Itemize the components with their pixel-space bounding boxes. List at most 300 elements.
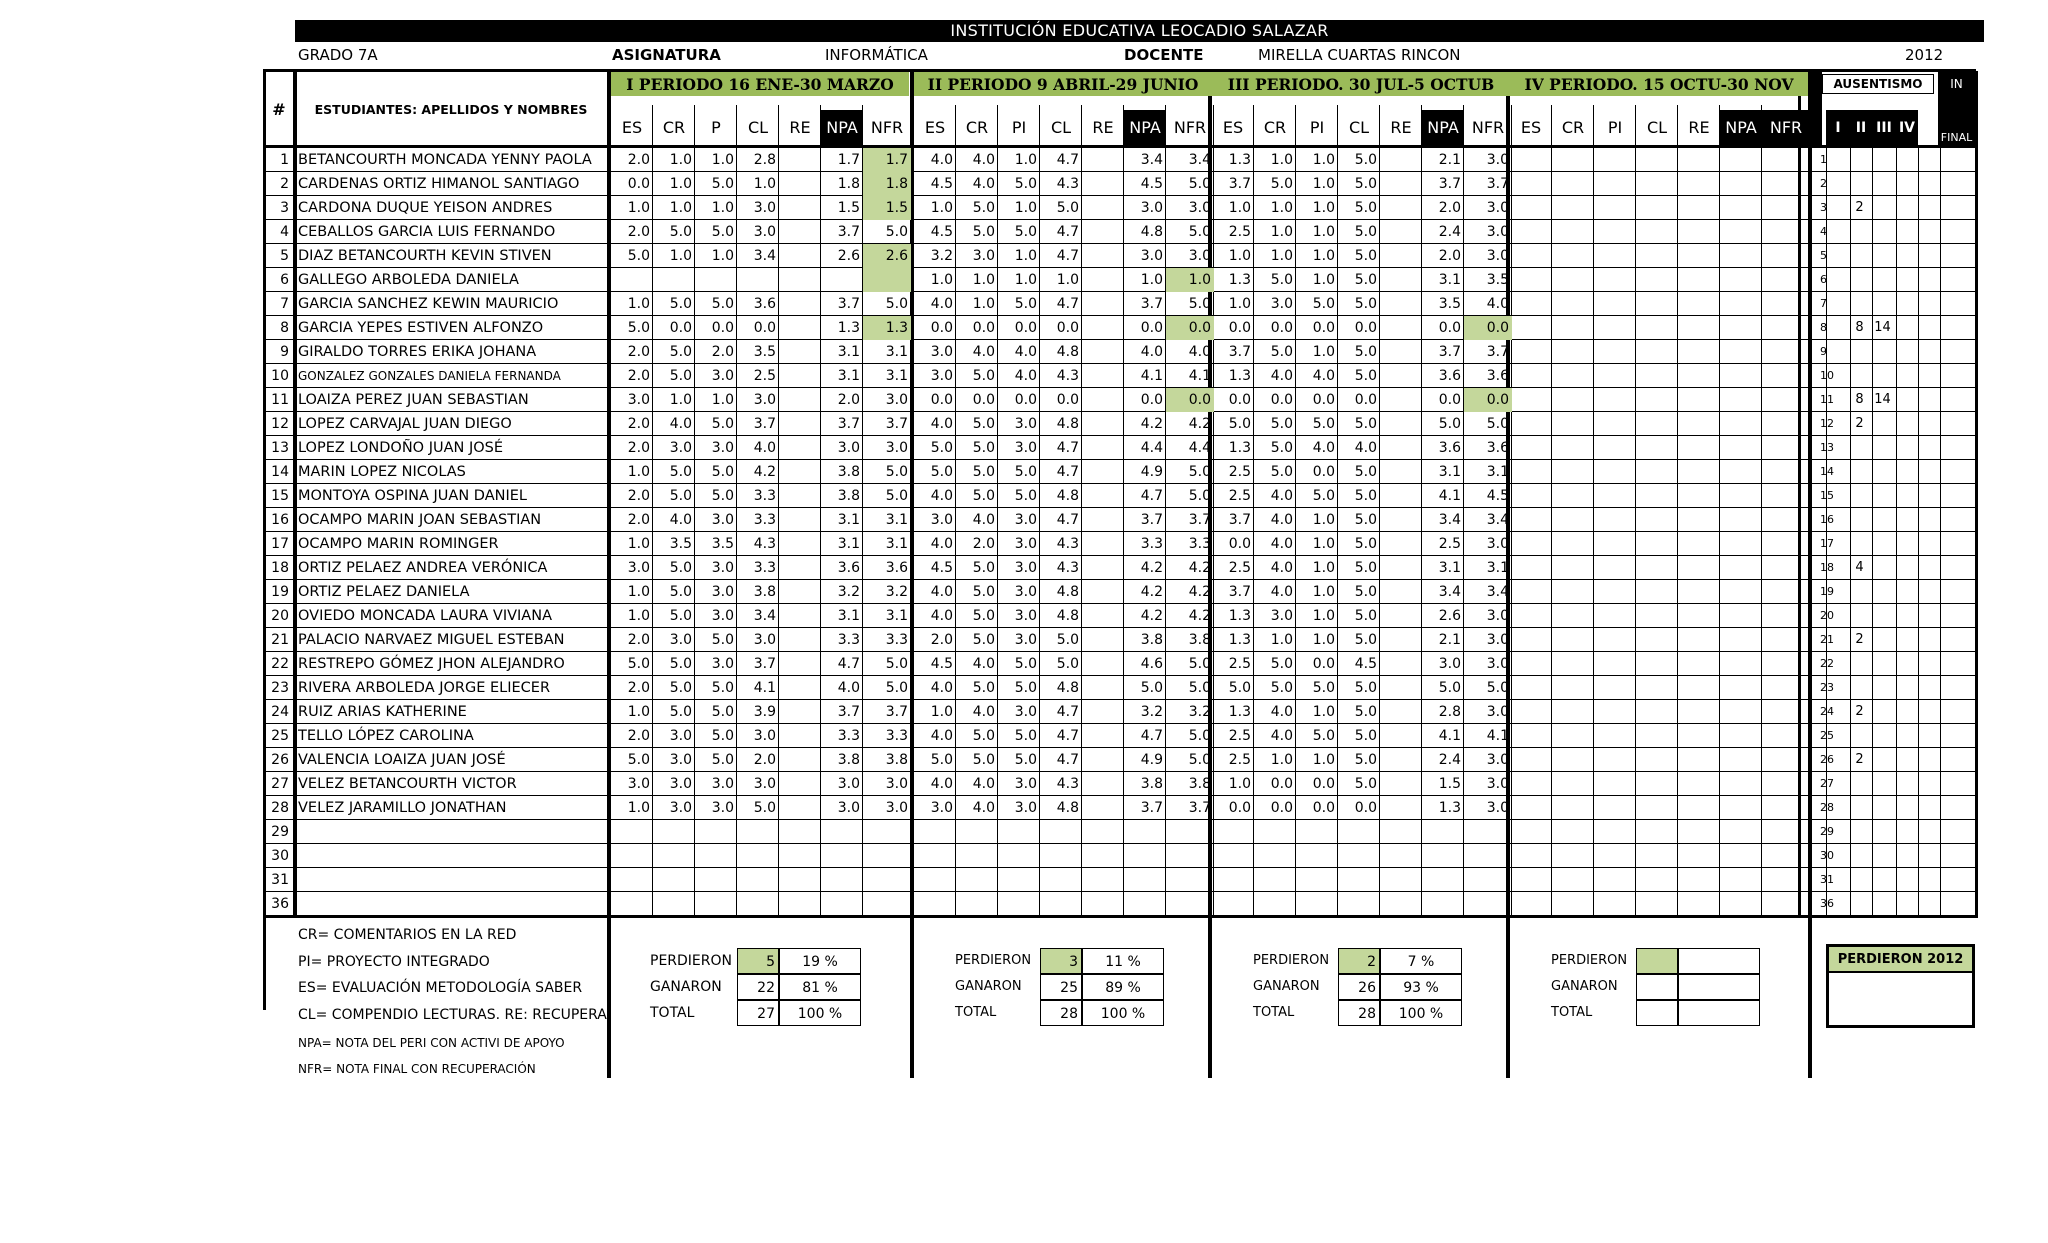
absence-cell (1896, 484, 1918, 508)
absence-cell (1850, 724, 1872, 748)
grade-cell (1082, 316, 1124, 340)
absence-cell (1872, 724, 1896, 748)
grade-cell: 3.7 (837, 224, 860, 240)
grade-cell: 1.3 (1228, 608, 1251, 624)
grade-cell: 1.0 (930, 272, 953, 288)
students-header: ESTUDIANTES: APELLIDOS Y NOMBRES (314, 102, 588, 117)
grade-cell (1380, 196, 1422, 220)
grade-cell: 1.0 (627, 704, 650, 720)
grade-cell (779, 892, 821, 916)
summary-label: GANARON (1253, 979, 1320, 994)
grade-cell: 1.0 (711, 152, 734, 168)
summary-percent (1678, 974, 1760, 1000)
grade-cell: 5.0 (1354, 704, 1377, 720)
summary-percent (1678, 948, 1760, 974)
grade-cell: 1.0 (1014, 248, 1037, 264)
row-number: 14 (271, 464, 289, 480)
grade-cell (1212, 844, 1254, 868)
grade-cell: 5.0 (627, 248, 650, 264)
grade-cell: 5.0 (669, 224, 692, 240)
grid-line (263, 71, 266, 1010)
row-number: 8 (280, 320, 289, 336)
absence-title: AUSENTISMO (1822, 74, 1934, 94)
grade-cell: 3.0 (711, 560, 734, 576)
grade-cell: 4.0 (753, 440, 776, 456)
grade-cell: 1.0 (1312, 560, 1335, 576)
absence-cell (1826, 820, 1850, 844)
grade-cell: 1.0 (1166, 268, 1214, 292)
grade-cell: 3.0 (669, 800, 692, 816)
grade-cell: 5.0 (1228, 680, 1251, 696)
grade-cell: 5.0 (1354, 272, 1377, 288)
absence-cell: 2 (1855, 200, 1864, 215)
grade-cell: 1.0 (1312, 272, 1335, 288)
grade-cell: 4.7 (1056, 704, 1079, 720)
grid-line (1798, 71, 1801, 916)
grade-cell: 5.0 (1270, 272, 1293, 288)
absence-row-number: 1 (1820, 153, 1827, 166)
summary-count: 2 (1338, 948, 1380, 974)
grade-cell: 1.0 (627, 464, 650, 480)
grade-cell: 5.0 (1354, 632, 1377, 648)
grade-cell: 0.0 (1056, 320, 1079, 336)
grade-cell (1082, 532, 1124, 556)
grade-cell: 1.0 (1312, 512, 1335, 528)
grade-cell (1124, 868, 1166, 892)
grade-cell: 5.0 (1270, 680, 1293, 696)
grade-cell: 3.0 (711, 368, 734, 384)
row-number: 22 (271, 656, 289, 672)
student-name: CARDONA DUQUE YEISON ANDRES (298, 200, 553, 216)
grade-cell: 5.0 (711, 296, 734, 312)
grade-cell (737, 892, 779, 916)
grade-cell: 4.4 (1188, 440, 1211, 456)
grade-cell: 0.0 (1312, 800, 1335, 816)
grade-cell: 1.0 (930, 200, 953, 216)
absence-cell (1826, 172, 1850, 196)
grade-cell: 2.0 (627, 344, 650, 360)
grade-cell (779, 604, 821, 628)
absence-cell (1872, 580, 1896, 604)
absence-cell (1872, 628, 1896, 652)
grade-cell: 1.0 (1312, 176, 1335, 192)
grade-cell (863, 892, 911, 916)
grade-cell: 2.5 (1228, 752, 1251, 768)
grade-cell (1254, 892, 1296, 916)
grade-cell (1338, 844, 1380, 868)
row-number: 25 (271, 728, 289, 744)
grade-cell: 1.0 (1014, 200, 1037, 216)
grade-cell: 4.5 (930, 656, 953, 672)
grade-cell: 1.0 (627, 296, 650, 312)
absence-cell (1872, 892, 1896, 916)
student-name: GARCIA YEPES ESTIVEN ALFONZO (298, 320, 544, 336)
absence-cell (1896, 292, 1918, 316)
grade-cell (1040, 820, 1082, 844)
student-name: VELEZ JARAMILLO JONATHAN (298, 800, 507, 816)
grade-cell: 3.1 (885, 512, 908, 528)
grade-cell: 4.2 (753, 464, 776, 480)
grade-cell: 3.8 (1188, 776, 1211, 792)
grade-cell: 3.9 (753, 704, 776, 720)
absence-row-number: 7 (1820, 297, 1827, 310)
column-header: NFR (1173, 118, 1207, 137)
grade-cell: 0.0 (972, 320, 995, 336)
grade-cell (1212, 868, 1254, 892)
grade-cell: 3.0 (837, 440, 860, 456)
grid-line (293, 71, 297, 916)
column-header: ES (621, 118, 643, 137)
in-label: IN (1938, 71, 1975, 148)
grade-cell (1338, 868, 1380, 892)
grade-cell (1380, 244, 1422, 268)
grade-cell: 5.0 (930, 752, 953, 768)
grade-cell: 0.0 (1014, 392, 1037, 408)
absence-cell (1850, 532, 1872, 556)
summary-label: PERDIERON (650, 953, 732, 969)
absence-cell (1896, 508, 1918, 532)
grade-cell: 2.0 (1438, 200, 1461, 216)
absence-cell (1896, 340, 1918, 364)
grade-cell: 2.1 (1438, 632, 1461, 648)
grade-cell (1380, 868, 1422, 892)
absence-row-number: 22 (1820, 657, 1834, 670)
student-name: MARIN LOPEZ NICOLAS (298, 464, 466, 480)
grade-cell: 3.7 (1438, 344, 1461, 360)
grade-cell: 3.2 (1188, 704, 1211, 720)
grade-cell (779, 508, 821, 532)
grade-cell (695, 892, 737, 916)
grade-cell: 3.2 (930, 248, 953, 264)
absence-row-number: 28 (1820, 801, 1834, 814)
summary-percent (1678, 1000, 1760, 1026)
grade-cell (1380, 412, 1422, 436)
column-header: CL (1646, 118, 1668, 137)
grade-cell: 1.0 (1270, 632, 1293, 648)
grade-cell: 2.0 (627, 368, 650, 384)
grade-cell: 3.1 (837, 608, 860, 624)
column-header: NFR (1471, 118, 1505, 137)
absence-cell: 2 (1855, 416, 1864, 431)
grade-cell: 3.2 (837, 584, 860, 600)
absence-row-number: 8 (1820, 321, 1827, 334)
grade-cell: 1.0 (1140, 272, 1163, 288)
grade-cell: 3.0 (669, 632, 692, 648)
grade-cell: 4.0 (972, 656, 995, 672)
grade-cell (914, 844, 956, 868)
grade-cell: 3.0 (1486, 800, 1509, 816)
grade-cell: 4.0 (972, 176, 995, 192)
absence-row-number: 2 (1820, 177, 1827, 190)
grade-cell: 3.6 (753, 296, 776, 312)
grade-cell (1082, 604, 1124, 628)
grade-cell: 4.8 (1056, 680, 1079, 696)
grade-cell: 3.2 (1140, 704, 1163, 720)
grade-cell (737, 268, 779, 292)
absence-row-number: 26 (1820, 753, 1834, 766)
grade-cell: 1.0 (1312, 584, 1335, 600)
grade-cell: 3.0 (669, 728, 692, 744)
row-number: 26 (271, 752, 289, 768)
grade-cell: 3.5 (1438, 296, 1461, 312)
row-number: 12 (271, 416, 289, 432)
absence-row-number: 19 (1820, 585, 1834, 598)
grade-cell: 3.7 (753, 656, 776, 672)
grade-cell (1380, 340, 1422, 364)
absence-row-number: 13 (1820, 441, 1834, 454)
grade-cell (821, 868, 863, 892)
grade-cell (779, 244, 821, 268)
row-number: 3 (280, 200, 289, 216)
grade-cell: 3.6 (1438, 440, 1461, 456)
student-name: RIVERA ARBOLEDA JORGE ELIECER (298, 680, 551, 696)
summary-label: GANARON (650, 979, 722, 995)
grade-cell: 1.0 (627, 584, 650, 600)
grade-cell (1040, 868, 1082, 892)
grade-cell: 4.7 (1140, 728, 1163, 744)
grade-cell: 3.0 (753, 200, 776, 216)
grade-cell (695, 868, 737, 892)
grade-cell: 2.6 (1438, 608, 1461, 624)
absence-cell (1896, 868, 1918, 892)
grade-cell: 3.0 (711, 656, 734, 672)
grade-cell: 5.0 (1354, 344, 1377, 360)
grade-cell: 3.0 (1486, 536, 1509, 552)
absence-cell (1872, 196, 1896, 220)
student-name: RESTREPO GÓMEZ JHON ALEJANDRO (298, 656, 565, 672)
period-title: II PERIODO 9 ABRIL-29 JUNIO (914, 72, 1212, 96)
absence-row-number: 11 (1820, 393, 1834, 406)
grade-cell: 5.0 (1014, 464, 1037, 480)
grade-cell: 1.0 (669, 152, 692, 168)
grade-cell: 0.0 (1228, 536, 1251, 552)
grade-cell: 3.8 (1140, 632, 1163, 648)
grade-cell: 4.3 (1056, 536, 1079, 552)
grade-cell: 3.5 (1486, 272, 1509, 288)
column-header: ES (1222, 118, 1244, 137)
grade-cell: 3.0 (753, 632, 776, 648)
grade-cell: 3.0 (1014, 632, 1037, 648)
grade-cell: 5.0 (627, 320, 650, 336)
row-number: 29 (271, 824, 289, 840)
grade-cell: 3.0 (1014, 536, 1037, 552)
absence-cell (1850, 508, 1872, 532)
absence-cell (1850, 148, 1872, 172)
grade-cell: 0.0 (1228, 392, 1251, 408)
absence-cell (1872, 508, 1896, 532)
grade-cell: 5.0 (1354, 536, 1377, 552)
absence-cell (1872, 700, 1896, 724)
grade-cell: 1.0 (627, 536, 650, 552)
column-header: P (711, 118, 721, 137)
grade-cell: 5.0 (972, 416, 995, 432)
row-number: 27 (271, 776, 289, 792)
summary-count: 5 (737, 948, 779, 974)
grade-cell: 3.1 (1438, 272, 1461, 288)
grade-cell: 5.0 (972, 728, 995, 744)
student-name: LOAIZA PEREZ JUAN SEBASTIAN (298, 392, 529, 408)
summary-count (1636, 948, 1678, 974)
summary-label: TOTAL (650, 1005, 695, 1021)
grade-cell: 3.3 (885, 632, 908, 648)
absence-cell (1896, 148, 1918, 172)
grade-cell (1082, 508, 1124, 532)
grade-cell: 5.0 (1354, 680, 1377, 696)
grade-cell (779, 172, 821, 196)
grade-cell: 3.8 (837, 464, 860, 480)
grade-cell (779, 316, 821, 340)
legend-item: PI= PROYECTO INTEGRADO (298, 954, 490, 970)
absence-cell (1872, 676, 1896, 700)
grade-cell (1380, 676, 1422, 700)
grade-cell: 1.3 (1228, 632, 1251, 648)
grade-cell: 1.0 (1228, 776, 1251, 792)
grade-cell: 1.0 (711, 200, 734, 216)
grade-cell (914, 868, 956, 892)
grade-cell: 5.0 (1188, 224, 1211, 240)
grade-cell: 3.0 (1014, 584, 1037, 600)
absence-cell: 8 (1855, 392, 1864, 407)
grade-cell (1166, 844, 1214, 868)
grade-cell: 1.0 (627, 608, 650, 624)
grade-cell (956, 844, 998, 868)
grade-cell: 5.0 (1014, 728, 1037, 744)
grade-cell: 3.0 (1014, 800, 1037, 816)
absence-cell (1872, 268, 1896, 292)
grade-cell: 4.4 (1140, 440, 1163, 456)
grade-cell: 0.0 (1166, 316, 1214, 340)
row-number: 21 (271, 632, 289, 648)
grade-cell (1338, 892, 1380, 916)
summary-percent: 100 % (1082, 1000, 1164, 1026)
absence-cell (1826, 268, 1850, 292)
absence-cell (1872, 244, 1896, 268)
grade-cell: 3.0 (1270, 608, 1293, 624)
grade-cell (863, 820, 911, 844)
grade-cell (1082, 820, 1124, 844)
absence-cell (1896, 820, 1918, 844)
grade-cell: 5.0 (1014, 488, 1037, 504)
absence-cell (1826, 772, 1850, 796)
grade-cell: 0.0 (1354, 800, 1377, 816)
grade-cell (821, 892, 863, 916)
student-name: CEBALLOS GARCIA LUIS FERNANDO (298, 224, 556, 240)
grade-cell (737, 868, 779, 892)
grade-cell: 4.0 (1270, 368, 1293, 384)
grade-cell: 4.0 (972, 800, 995, 816)
absence-cell (1850, 652, 1872, 676)
grade-cell: 4.0 (1270, 560, 1293, 576)
grade-cell (1166, 892, 1214, 916)
summary-percent: 89 % (1082, 974, 1164, 1000)
grade-cell: 3.3 (1188, 536, 1211, 552)
row-number: 19 (271, 584, 289, 600)
grade-cell: 3.6 (837, 560, 860, 576)
row-number: 23 (271, 680, 289, 696)
grade-cell: 0.0 (1354, 320, 1377, 336)
grade-cell: 5.0 (1228, 416, 1251, 432)
row-number: 36 (271, 896, 289, 912)
grade-cell: 3.4 (1486, 512, 1509, 528)
grade-cell: 4.0 (930, 680, 953, 696)
grade-cell: 3.0 (711, 776, 734, 792)
grid-line (1918, 148, 1919, 916)
absence-cell (1896, 892, 1918, 916)
grade-cell: 5.0 (1312, 680, 1335, 696)
grade-cell: 0.0 (972, 392, 995, 408)
column-header: RE (789, 118, 811, 137)
grade-cell: 5.0 (1354, 728, 1377, 744)
absence-cell (1850, 772, 1872, 796)
grade-cell: 5.0 (711, 632, 734, 648)
grade-cell: 5.0 (1014, 296, 1037, 312)
grade-cell (1082, 388, 1124, 412)
row-number: 6 (280, 272, 289, 288)
grade-cell: 2.0 (627, 488, 650, 504)
grid-line (1975, 71, 1978, 916)
grade-cell: 3.0 (711, 584, 734, 600)
grade-cell: 3.5 (753, 344, 776, 360)
grade-cell (1380, 772, 1422, 796)
grade-cell: 5.0 (669, 680, 692, 696)
summary-percent: 11 % (1082, 948, 1164, 974)
grade-cell: 3.0 (753, 392, 776, 408)
grade-cell: 0.0 (1354, 392, 1377, 408)
grade-cell: 5.0 (972, 200, 995, 216)
summary-label: PERDIERON (1253, 953, 1330, 968)
grade-cell (1338, 820, 1380, 844)
grade-cell (1082, 796, 1124, 820)
grade-cell (779, 676, 821, 700)
grade-cell: 5.0 (1354, 584, 1377, 600)
grade-cell: 1.0 (1228, 200, 1251, 216)
absence-row-number: 3 (1820, 201, 1827, 214)
grade-cell: 4.7 (1056, 728, 1079, 744)
grade-cell (1254, 844, 1296, 868)
grade-cell: 5.0 (1354, 176, 1377, 192)
absence-cell (1826, 892, 1850, 916)
absence-cell (1872, 340, 1896, 364)
absence-cell (1872, 748, 1896, 772)
grade-cell (779, 844, 821, 868)
grade-cell (779, 412, 821, 436)
grade-cell: 5.0 (1438, 680, 1461, 696)
grade-cell: 4.5 (930, 560, 953, 576)
grade-cell (1380, 364, 1422, 388)
grade-cell: 1.0 (1270, 152, 1293, 168)
grade-cell: 2.0 (627, 680, 650, 696)
grade-cell: 3.1 (885, 344, 908, 360)
grade-label: GRADO 7A (298, 46, 378, 64)
grade-cell: 5.0 (1188, 296, 1211, 312)
grade-cell: 3.1 (837, 512, 860, 528)
grade-cell: 5.0 (1270, 416, 1293, 432)
grade-cell: 3.0 (1486, 248, 1509, 264)
absence-cell (1896, 628, 1918, 652)
grade-cell: 4.1 (1140, 368, 1163, 384)
grade-cell (1464, 844, 1512, 868)
grade-cell: 3.1 (885, 536, 908, 552)
grade-cell: 1.3 (1228, 440, 1251, 456)
grade-cell: 3.0 (1486, 224, 1509, 240)
grade-cell: 1.0 (669, 176, 692, 192)
grade-cell: 4.8 (1056, 416, 1079, 432)
absence-cell (1850, 844, 1872, 868)
column-header: NFR (870, 118, 904, 137)
grade-cell: 1.0 (1312, 536, 1335, 552)
absence-cell (1850, 220, 1872, 244)
grade-cell (653, 844, 695, 868)
